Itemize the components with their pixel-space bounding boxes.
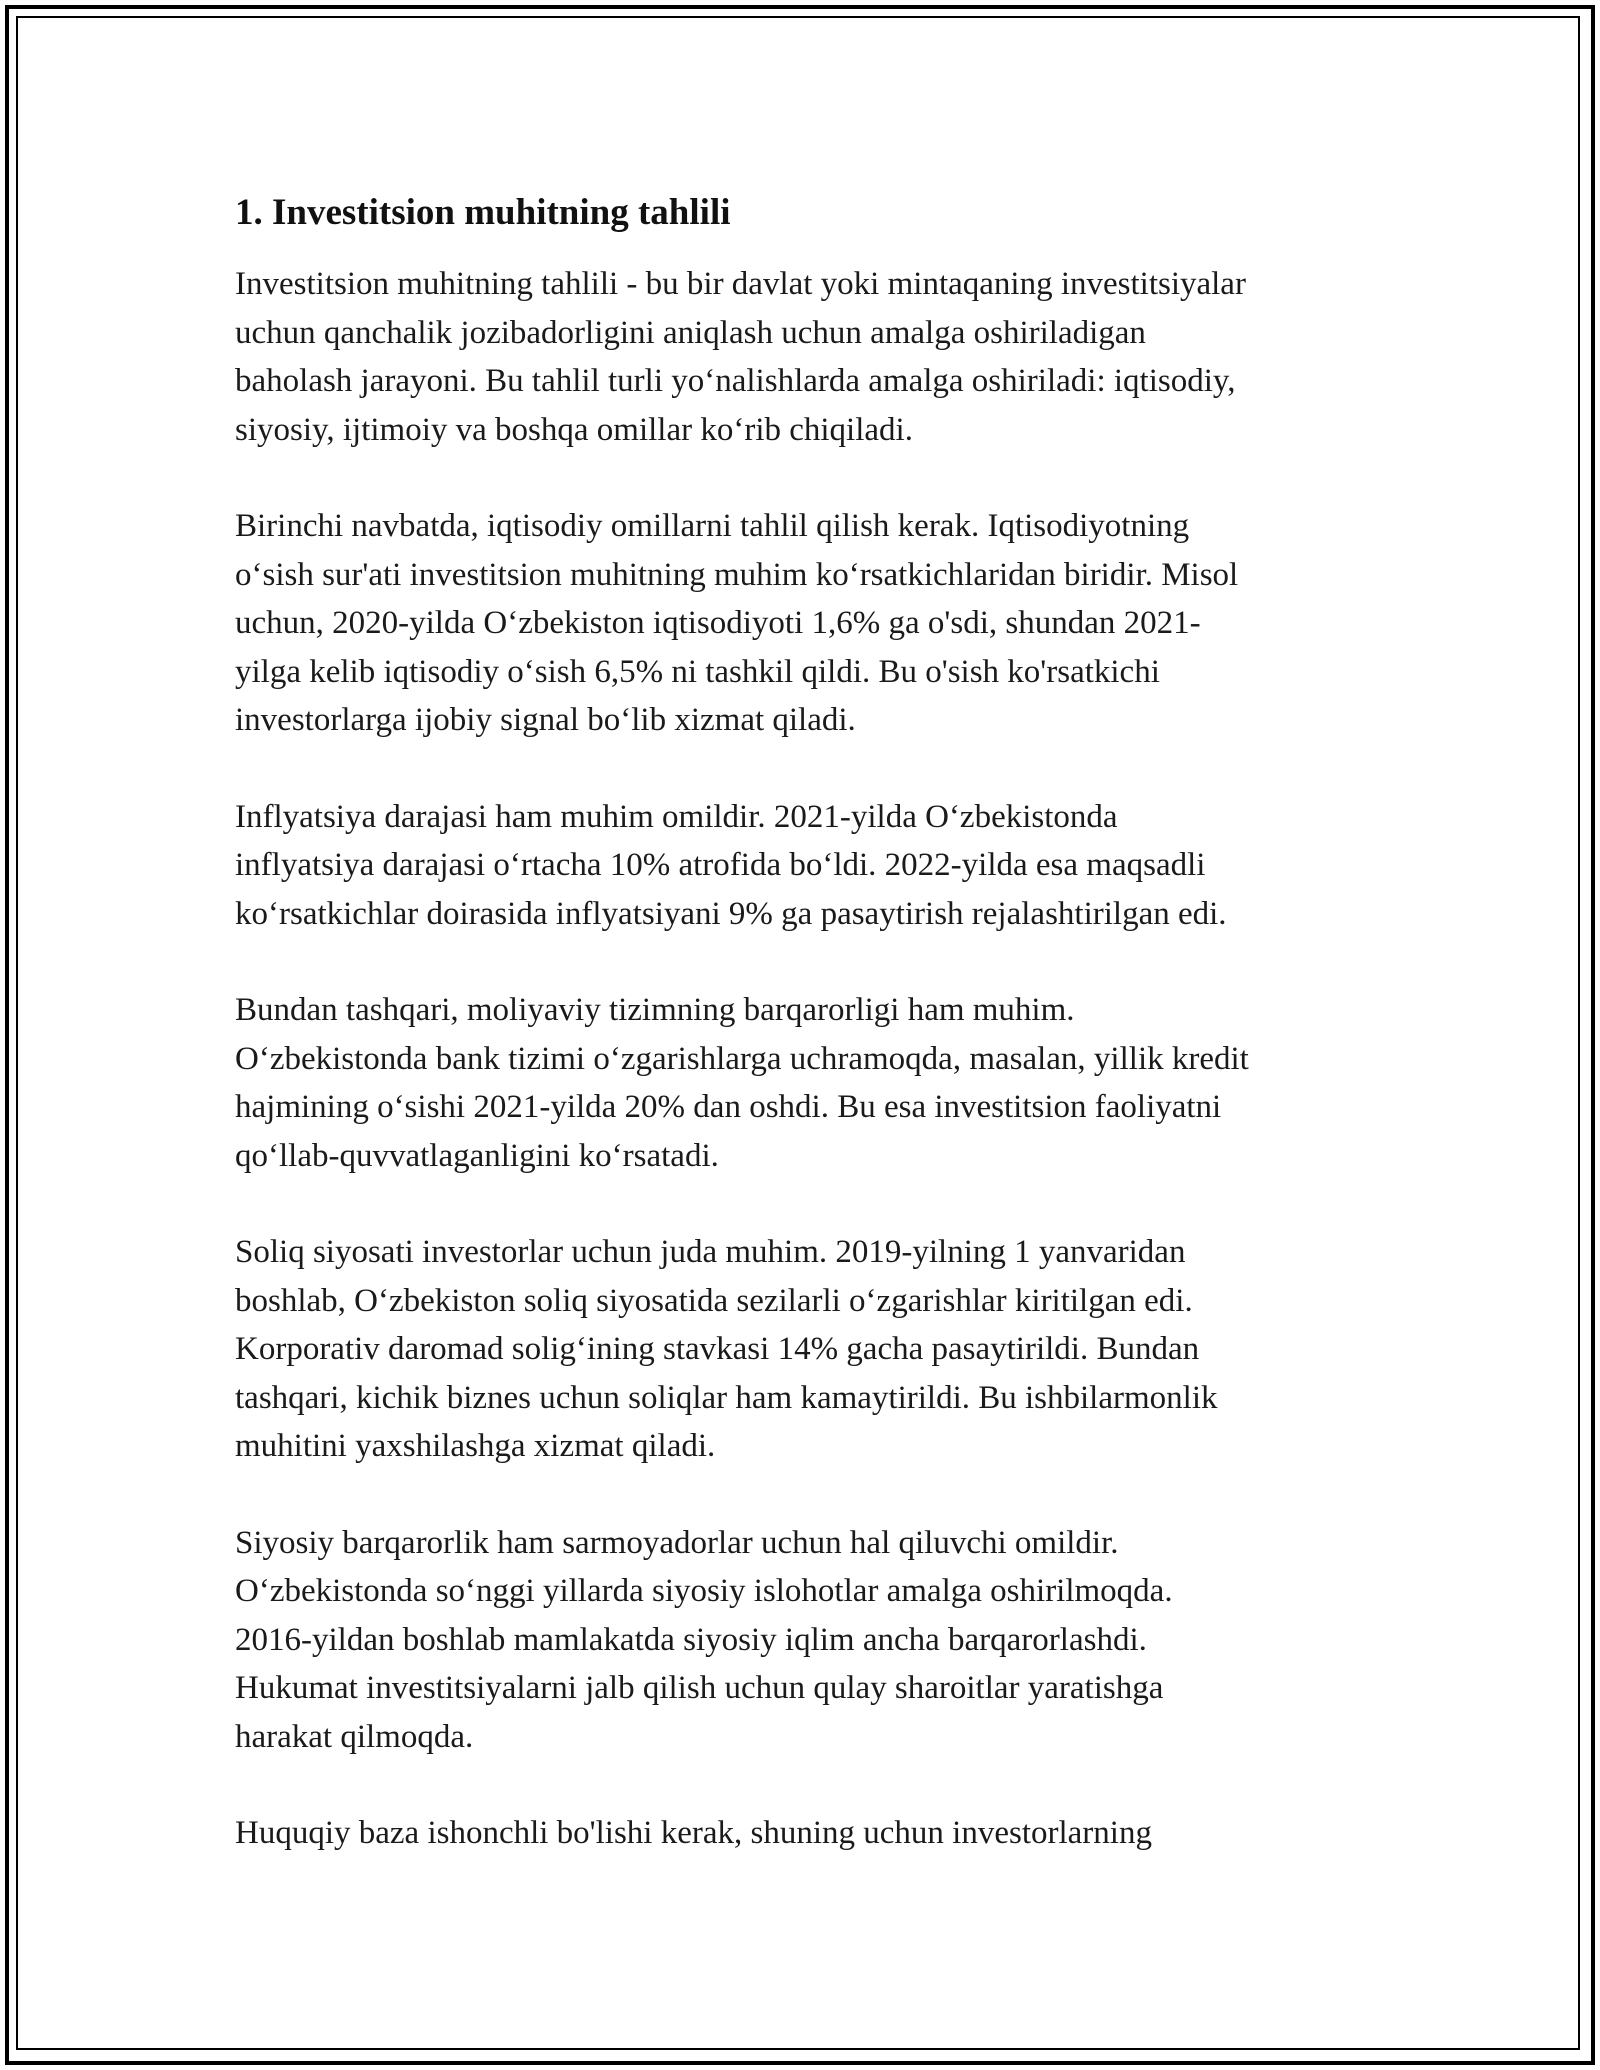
paragraph-line: harakat qilmoqda. xyxy=(235,1718,474,1755)
paragraph-line: o‘sish sur'ati investitsion muhitning muhim ko‘rsatkichlaridan biridir. Misol xyxy=(235,556,1239,593)
section-heading: 1. Investitsion muhitning tahlili xyxy=(235,192,731,233)
paragraph-line: Hukumat investitsiyalarni jalb qilish uchun qulay sharoitlar yaratishga xyxy=(235,1670,1164,1706)
paragraph-line: investorlarga ijobiy signal bo‘lib xizmat qiladi. xyxy=(235,702,856,738)
paragraph-line: yilga kelib iqtisodiy o‘sish 6,5% ni tashkil qildi. Bu o'sish ko'rsatkichi xyxy=(235,653,1160,690)
paragraph-line: O‘zbekistonda bank tizimi o‘zgarishlarga uchramoqda, masalan, yillik kredit xyxy=(235,1040,1249,1077)
paragraph-line: Siyosiy barqarorlik ham sarmoyadorlar uchun hal qiluvchi omildir. xyxy=(235,1524,1119,1561)
paragraph-line: Soliq siyosati investorlar uchun juda muhim. 2019-yilning 1 yanvaridan xyxy=(235,1234,1186,1270)
paragraph-line: uchun, 2020-yilda O‘zbekiston iqtisodiyoti 1,6% ga o'sdi, shundan 2021- xyxy=(235,605,1201,641)
paragraph-line: O‘zbekistonda so‘nggi yillarda siyosiy islohotlar amalga oshirilmoqda. xyxy=(235,1573,1173,1609)
paragraph-line: inflyatsiya darajasi o‘rtacha 10% atrofida bo‘ldi. 2022-yilda esa maqsadli xyxy=(235,847,1206,883)
paragraph-line: baholash jarayoni. Bu tahlil turli yo‘nalishlarda amalga oshiriladi: iqtisodiy, xyxy=(235,363,1236,399)
document-body xyxy=(235,188,1385,1906)
paragraph-line: qo‘llab-quvvatlaganligini ko‘rsatadi. xyxy=(235,1137,719,1174)
paragraph xyxy=(235,1809,1385,1858)
paragraph-line: 2016-yildan boshlab mamlakatda siyosiy iqlim ancha barqarorlashdi. xyxy=(235,1621,1147,1658)
paragraph-line: ko‘rsatkichlar doirasida inflyatsiyani 9% ga pasaytirish rejalashtirilgan edi. xyxy=(235,895,1227,932)
paragraph-line: Huquqiy baza ishonchli bo'lishi kerak, shuning uchun investorlarning xyxy=(235,1815,1152,1851)
paragraph-line: uchun qanchalik jozibadorligini aniqlash uchun amalga oshiriladigan xyxy=(235,314,1146,351)
paragraph xyxy=(235,986,1385,1180)
paragraph-line: Bundan tashqari, moliyaviy tizimning barqarorligi ham muhim. xyxy=(235,992,1075,1028)
paragraph xyxy=(235,1228,1385,1471)
paragraph-line: Investitsion muhitning tahlili - bu bir davlat yoki mintaqaning investitsiyalar xyxy=(235,266,1246,302)
paragraph xyxy=(235,793,1385,939)
paragraph xyxy=(235,1519,1385,1762)
paragraph-list xyxy=(235,260,1385,1858)
paragraph-line: hajmining o‘sishi 2021-yilda 20% dan oshdi. Bu esa investitsion faoliyatni xyxy=(235,1089,1222,1125)
paragraph xyxy=(235,260,1385,454)
paragraph-line: Korporativ daromad solig‘ining stavkasi 14% gacha pasaytirildi. Bundan xyxy=(235,1331,1200,1367)
paragraph-line: boshlab, O‘zbekiston soliq siyosatida sezilarli o‘zgarishlar kiritilgan edi. xyxy=(235,1282,1193,1319)
paragraph-line: Birinchi navbatda, iqtisodiy omillarni tahlil qilish kerak. Iqtisodiyotning xyxy=(235,508,1190,544)
paragraph-line: Inflyatsiya darajasi ham muhim omildir. 2021-yilda O‘zbekistonda xyxy=(235,798,1118,835)
paragraph-line: siyosiy, ijtimoiy va boshqa omillar ko‘rib chiqiladi. xyxy=(235,411,913,448)
paragraph xyxy=(235,502,1385,745)
paragraph-line: muhitini yaxshilashga xizmat qiladi. xyxy=(235,1428,716,1464)
paragraph-line: tashqari, kichik biznes uchun soliqlar ham kamaytirildi. Bu ishbilarmonlik xyxy=(235,1379,1218,1416)
